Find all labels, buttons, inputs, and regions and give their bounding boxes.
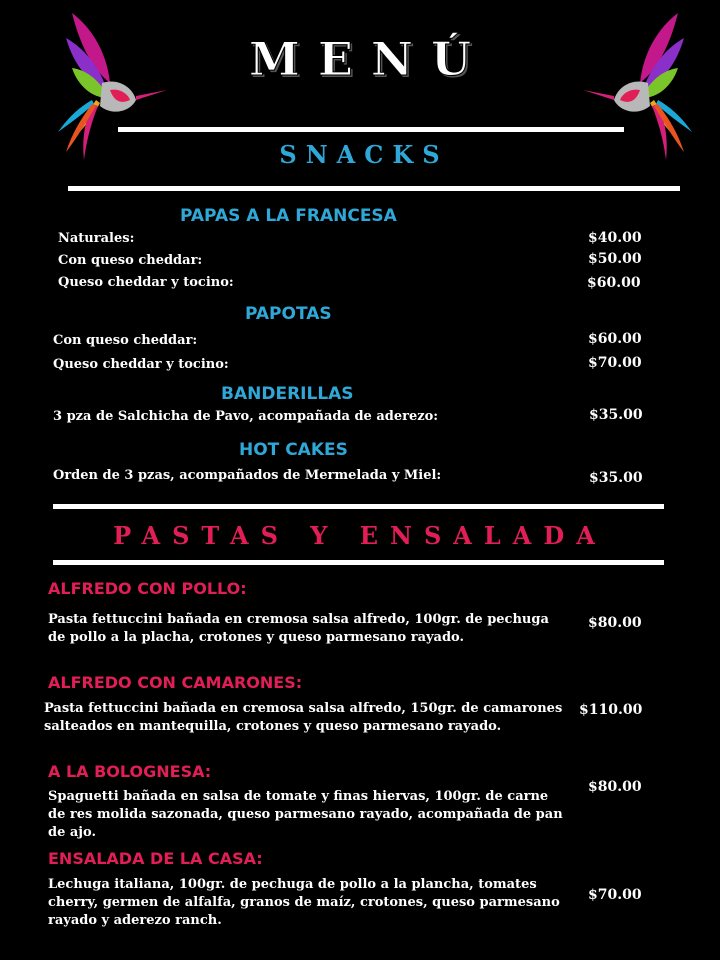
pastas-bottom-divider [53,560,664,565]
dish-name: ENSALADA DE LA CASA: [48,849,263,868]
item-price: $70.00 [588,355,642,371]
dish-description: Spaguetti bañada en salsa de tomate y finas hiervas, 100gr. de carne de res molida sazonada, queso parmesano rayado, acompañada de pan de ajo. [48,789,563,840]
item-label: Queso cheddar y tocino: [58,275,234,290]
dish-price: $80.00 [588,779,642,795]
dish-description: Pasta fettuccini bañada en cremosa salsa alfredo, 100gr. de pechuga de pollo a la placha, crotones y queso parmesano rayado. [48,612,549,645]
item-price: $40.00 [588,230,642,246]
item-label: Naturales: [58,231,135,246]
pastas-section-title: PASTAS Y ENSALADA [113,521,607,550]
item-price: $60.00 [588,331,642,347]
pastas-top-divider [53,504,664,509]
item-label: Queso cheddar y tocino: [53,357,229,372]
item-label: Con queso cheddar: [58,253,203,268]
item-price: $50.00 [588,251,642,267]
dish-name: A LA BOLOGNESA: [48,762,212,781]
dish-price: $80.00 [588,615,642,631]
item-label: Orden de 3 pzas, acompañados de Mermelada y Miel: [53,468,442,483]
item-price: $35.00 [589,470,643,486]
dish-description: Pasta fettuccini bañada en cremosa salsa alfredo, 150gr. de camarones salteados en mantequilla, crotones y queso parmesano rayado. [44,701,563,734]
item-price: $60.00 [587,275,641,291]
dish-price: $70.00 [588,887,642,903]
snacks-section-title: SNACKS [279,140,449,169]
dish-price: $110.00 [579,702,643,718]
dish-name: ALFREDO CON CAMARONES: [48,673,303,692]
category-papotas: PAPOTAS [245,304,332,324]
dish-name: ALFREDO CON POLLO: [48,579,247,598]
item-label: 3 pza de Salchicha de Pavo, acompañada de aderezo: [53,409,439,424]
title-divider [118,127,624,132]
category-banderillas: BANDERILLAS [221,384,354,404]
item-label: Con queso cheddar: [53,333,198,348]
menu-title: MENÚ [248,32,490,86]
dish-description: Lechuga italiana, 100gr. de pechuga de pollo a la plancha, tomates cherry, germen de alfalfa, granos de maíz, crotones, queso parmesano rayado y aderezo ranch. [48,877,560,928]
item-price: $35.00 [589,407,643,423]
snacks-divider [68,186,680,191]
category-hot-cakes: HOT CAKES [239,440,348,460]
category-papas: PAPAS A LA FRANCESA [180,206,397,226]
